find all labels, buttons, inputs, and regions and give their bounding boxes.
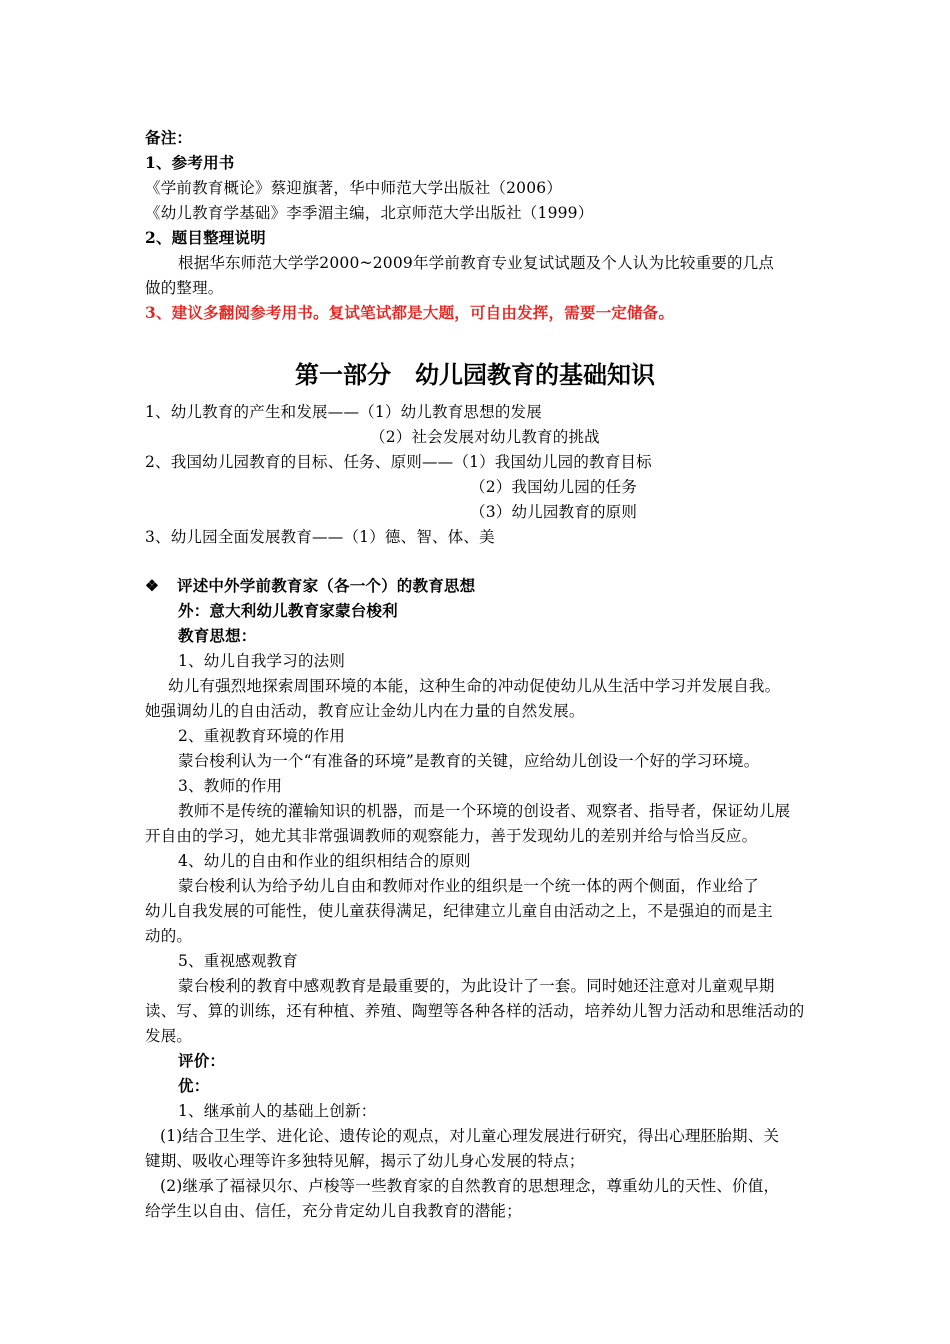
part-title: 第一部分 幼儿园教育的基础知识 bbox=[295, 361, 655, 389]
point-2-line-1: 蒙台梭利认为一个“有准备的环境”是教育的关键，应给幼儿创设一个好的学习环境。 bbox=[178, 752, 760, 770]
evaluation-1a-line-2: 键期、吸收心理等许多独特见解，揭示了幼儿身心发展的特点； bbox=[145, 1152, 585, 1170]
evaluation-1b-line-1: (2)继承了福禄贝尔、卢梭等一些教育家的自然教育的思想理念，尊重幼儿的天性、价值， bbox=[160, 1177, 780, 1195]
point-3-line-2: 开自由的学习，她尤其非常强调教师的观察能力，善于发现幼儿的差别并给与恰当反应。 bbox=[145, 827, 758, 845]
diamond-bullet-icon: ❖ bbox=[145, 576, 160, 595]
reference-book-2: 《幼儿教育学基础》李季湄主编，北京师范大学出版社（1999） bbox=[145, 204, 594, 222]
advice-note: 3、建议多翻阅参考用书。复试笔试都是大题，可自由发挥，需要一定储备。 bbox=[145, 303, 675, 322]
outline-line-5: （3）幼儿园教育的原则 bbox=[470, 503, 638, 521]
foreign-educator: 外：意大利幼儿教育家蒙台梭利 bbox=[178, 601, 398, 620]
point-4-line-3: 动的。 bbox=[145, 927, 193, 945]
outline-line-3: 2、我国幼儿园教育的目标、任务、原则——（1）我国幼儿园的教育目标 bbox=[145, 453, 652, 471]
reference-books-title: 1、参考用书 bbox=[145, 153, 235, 172]
point-3-title: 3、教师的作用 bbox=[178, 777, 283, 795]
point-5-line-3: 发展。 bbox=[145, 1027, 193, 1045]
explanation-line-2: 做的整理。 bbox=[145, 279, 224, 297]
notes-heading: 备注： bbox=[145, 128, 193, 147]
outline-line-1: 1、幼儿教育的产生和发展——（1）幼儿教育思想的发展 bbox=[145, 403, 542, 421]
point-1-line-1: 幼儿有强烈地探索周围环境的本能，这种生命的冲动促使幼儿从生活中学习并发展自我。 bbox=[168, 677, 781, 695]
point-5-line-1: 蒙台梭利的教育中感观教育是最重要的，为此设计了一套。同时她还注意对儿童观早期 bbox=[178, 977, 775, 995]
point-1-line-2: 她强调幼儿的自由活动，教育应让金幼儿内在力量的自然发展。 bbox=[145, 702, 585, 720]
evaluation-1b-line-2: 给学生以自由、信任，充分肯定幼儿自我教育的潜能； bbox=[145, 1202, 522, 1220]
outline-line-2: （2）社会发展对幼儿教育的挑战 bbox=[370, 428, 600, 446]
point-5-line-2: 读、写、算的训练，还有种植、养殖、陶塑等各种各样的活动，培养幼儿智力活动和思维活动的 bbox=[145, 1002, 805, 1020]
evaluation-1-title: 1、继承前人的基础上创新： bbox=[178, 1102, 377, 1120]
point-4-line-2: 幼儿自我发展的可能性，使儿童获得满足，纪律建立儿童自由活动之上，不是强迫的而是主 bbox=[145, 902, 774, 920]
section-heading bbox=[145, 576, 475, 596]
point-1-title: 1、幼儿自我学习的法则 bbox=[178, 652, 346, 670]
point-5-title: 5、重视感观教育 bbox=[178, 952, 298, 970]
explanation-title: 2、题目整理说明 bbox=[145, 228, 266, 247]
thought-label: 教育思想： bbox=[178, 626, 257, 645]
section-heading-text: 评述中外学前教育家（各一个）的教育思想 bbox=[177, 576, 476, 595]
pros-label: 优： bbox=[178, 1076, 210, 1095]
outline-line-4: （2）我国幼儿园的任务 bbox=[470, 478, 638, 496]
point-4-line-1: 蒙台梭利认为给予幼儿自由和教师对作业的组织是一个统一体的两个侧面，作业给了 bbox=[178, 877, 759, 895]
point-2-title: 2、重视教育环境的作用 bbox=[178, 727, 346, 745]
outline-line-6: 3、幼儿园全面发展教育——（1）德、智、体、美 bbox=[145, 528, 495, 546]
point-3-line-1: 教师不是传统的灌输知识的机器，而是一个环境的创设者、观察者、指导者，保证幼儿展 bbox=[178, 802, 791, 820]
evaluation-label: 评价： bbox=[178, 1051, 226, 1070]
evaluation-1a-line-1: (1)结合卫生学、进化论、遗传论的观点，对儿童心理发展进行研究，得出心理胚胎期、关 bbox=[160, 1127, 780, 1145]
point-4-title: 4、幼儿的自由和作业的组织相结合的原则 bbox=[178, 852, 471, 870]
reference-book-1: 《学前教育概论》蔡迎旗著，华中师范大学出版社（2006） bbox=[145, 179, 563, 197]
explanation-line-1: 根据华东师范大学学2000~2009年学前教育专业复试试题及个人认为比较重要的几点 bbox=[178, 254, 775, 272]
